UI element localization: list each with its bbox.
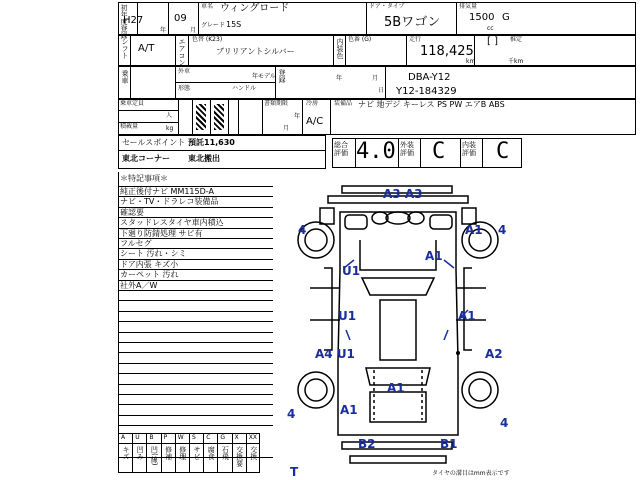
overall-score: 4.0 [356, 139, 396, 164]
note-line: 下廻り防錆処理 サビ有 [120, 228, 203, 238]
interior-rating: C [496, 139, 510, 164]
legend-divider [189, 433, 190, 473]
mark-right-quarter: A2 [485, 347, 503, 361]
displacement-label: 排気量 [459, 3, 478, 10]
load-label: 積載量 [120, 123, 139, 130]
legend-code: C [206, 434, 211, 441]
color: ブリリアントシルバー [216, 47, 295, 56]
shift: A/T [138, 43, 155, 54]
mark-rear-left: A1 [340, 403, 358, 417]
hatched-box [196, 104, 206, 130]
legend-divider [203, 433, 204, 473]
legend-divider [232, 433, 233, 473]
note-rule [118, 384, 273, 385]
month-label: 月 [190, 27, 197, 34]
note-rule [118, 425, 273, 426]
first-reg-label: 初年度登録 [120, 4, 128, 39]
doc-month-suffix: 月 [283, 125, 290, 132]
mileage-label: 走行 [409, 36, 422, 43]
equip-label: 装備品 [334, 100, 353, 107]
mark-rear-bumper-left: B2 [358, 437, 376, 451]
ext-model-label: 年モデル [252, 73, 276, 80]
mark-right-door: A1 [458, 309, 476, 323]
cool-label: 冷房 [306, 100, 319, 107]
mark-rear-bumper-right: B1 [440, 437, 458, 451]
note-rule [118, 394, 273, 395]
note-line: ナビ・TV・ドラレコ装備品 [120, 197, 219, 207]
legend-divider [175, 433, 176, 473]
sales-point-label: セールスポイント [122, 138, 186, 147]
chassis-number: Y12-184329 [396, 86, 457, 97]
reg-year: H27 [123, 15, 144, 26]
car-name-label: 車名 [201, 3, 214, 10]
legend-meaning: 修補 [164, 446, 173, 460]
note-line: 純正後付ナビ MM115D-A [120, 187, 214, 196]
model-code: DBA-Y12 [408, 72, 451, 83]
note-line: ドア内張 キズ小 [120, 259, 179, 269]
note-rule [118, 300, 273, 301]
note-rule [118, 352, 273, 353]
mark-left-rear-door: U1 [338, 309, 357, 323]
legend-meaning: 交換 [249, 446, 258, 460]
shift-label: シフト [121, 38, 129, 59]
legend-code: U [135, 434, 140, 441]
legend-code: P [163, 434, 168, 441]
note-rule [118, 311, 273, 312]
displacement: 1500 [469, 12, 495, 23]
car-name: ウィングロード [220, 3, 290, 14]
doc-year-suffix: 年 [294, 113, 301, 120]
car-label: 乗車 [121, 70, 129, 84]
year-suffix: 年 [336, 75, 343, 82]
legend-code: XX [248, 434, 258, 441]
legend-meaning: キズ [122, 446, 130, 460]
fuel-type: G [502, 12, 510, 23]
ac-value: A/C [306, 116, 324, 127]
note-rule [118, 404, 273, 405]
displacement-unit: cc [487, 25, 494, 32]
legend-code: G [220, 434, 226, 441]
legend-divider [217, 433, 218, 473]
mileage: 118,425 [420, 44, 474, 59]
note-rule [118, 321, 273, 322]
legend-meaning: 凹み [136, 446, 145, 460]
receipt: 預託11,630 [188, 138, 235, 147]
kg-suffix: kg [166, 125, 174, 132]
notes-title: ＊特記事項＊ [120, 174, 168, 183]
note-line: スタッドレスタイヤ車内積込 [120, 218, 224, 228]
legend-divider [132, 433, 133, 473]
exterior-label: 外車 [178, 68, 191, 75]
mileage-unit-thousand: 千km [508, 58, 524, 65]
legend-code: B [149, 434, 154, 441]
passenger-label: 乗車定員 [120, 100, 145, 107]
color-label: 色替 (K23) [192, 36, 223, 43]
note-rule [118, 290, 273, 291]
legend-code: A [121, 434, 126, 441]
note-rule [118, 332, 273, 333]
chassis-label: 形態 [178, 85, 191, 92]
estimate-label: 推定 [510, 36, 523, 43]
note-line: 確認要 [120, 207, 144, 217]
day-suffix: 日 [378, 87, 385, 94]
mark-front-right-fender: A1 [465, 223, 483, 237]
legend-meaning: 腐食 [207, 446, 216, 460]
legend-meaning: 石飛 [221, 446, 230, 460]
mark-hood: A1 [425, 249, 443, 263]
hatched-box [214, 104, 224, 130]
exterior-rating-label: 外装評価 [400, 141, 414, 158]
ac-label: エアコン [178, 38, 186, 66]
reg-month: 09 [174, 13, 187, 24]
estimate-bracket: [ ] [487, 36, 498, 47]
import-label: 登録 [278, 69, 286, 83]
mark-rear-left-tire: 4 [287, 407, 296, 421]
legend-code: W [177, 434, 184, 441]
legend-divider [146, 433, 147, 473]
note-line: 社外A／W [120, 280, 158, 290]
mark-tire-label: T [290, 465, 299, 479]
legend-code: S [192, 434, 196, 441]
mark-front-right-tire: 4 [498, 223, 507, 237]
interior-rating-label: 内装評価 [462, 141, 476, 158]
equipment: ナビ 地デジ キーレス PS PW エアB ABS [358, 100, 505, 109]
legend-divider [246, 433, 247, 473]
mark-front-bumper: A3 A3 [383, 187, 423, 201]
exterior-rating: C [432, 139, 446, 164]
note-rule [118, 373, 273, 374]
note-line: カーペット 汚れ [120, 270, 179, 280]
note-line: フルセグ [120, 239, 152, 248]
mark-left-quarter: A4 U1 [315, 347, 355, 361]
people-suffix: 人 [166, 112, 173, 119]
month-suffix: 月 [372, 75, 379, 82]
legend-code: X [234, 434, 239, 441]
overall-label: 総合評価 [334, 141, 348, 158]
mileage-unit: km [466, 58, 476, 65]
door-type-label: ドア・タイプ [369, 3, 405, 10]
legend-meaning: サビ [193, 446, 201, 460]
note-rule [118, 415, 273, 416]
legend-meaning: 交換要 [235, 446, 244, 467]
mark-front-left-tire: 4 [298, 223, 307, 237]
mark-left-front-door: U1 [342, 264, 361, 278]
car-diagram [280, 170, 520, 475]
interior-code: 色番 (G) [348, 36, 372, 43]
legend-meaning: 修理 [178, 446, 187, 460]
door-type: 5Bワゴン [384, 15, 441, 30]
handle-label: ハンドル [232, 85, 257, 92]
seller: 東北搬出 [188, 154, 220, 163]
legend-divider [161, 433, 162, 473]
corner: 東北コーナー [122, 154, 170, 163]
note-rule [118, 363, 273, 364]
year-label: 年 [160, 27, 167, 34]
tire-footer-note: タイヤの溝目はmm表示です [432, 470, 510, 477]
mark-rear-right-tire: 4 [500, 416, 509, 430]
grade: 15S [226, 20, 242, 29]
note-rule [118, 342, 273, 343]
interior-color-label: 内装色 [336, 38, 344, 59]
note-line: シート 汚れ・シミ [120, 249, 187, 259]
legend-meaning: 凹(線) [150, 446, 159, 466]
grade-label: グレード [201, 22, 226, 29]
doc-label: 書類期限 [264, 100, 289, 107]
mark-rear-window: A1 [387, 381, 405, 395]
